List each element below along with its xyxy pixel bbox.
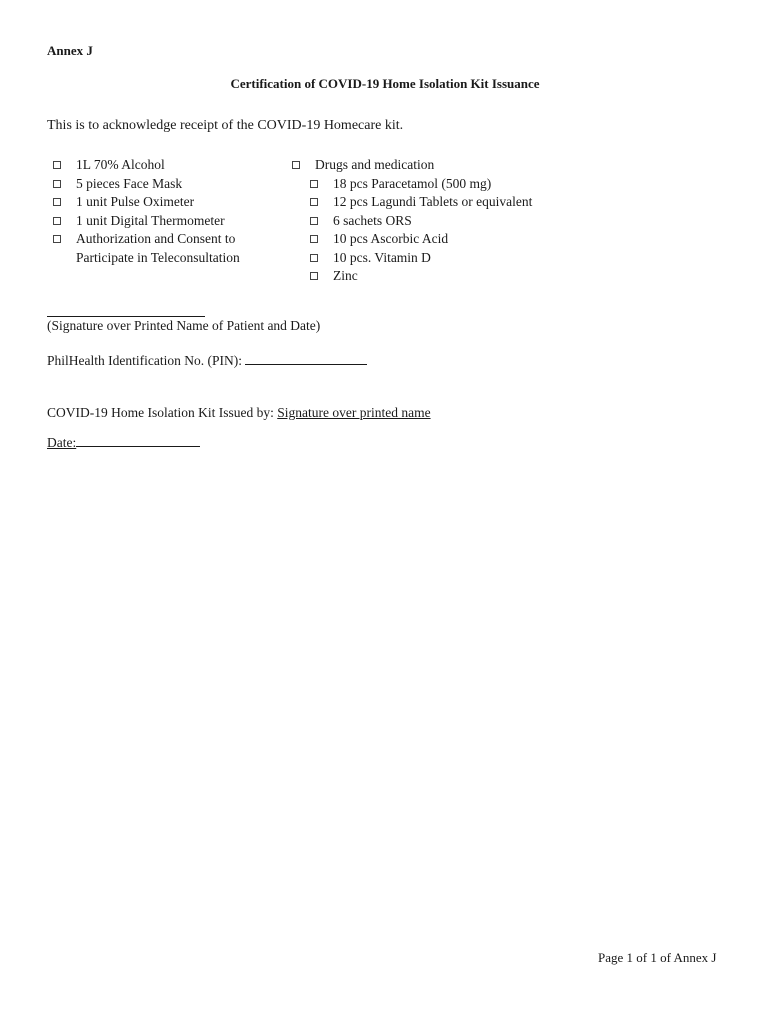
checkbox-item-vitamin-d[interactable]	[291, 249, 532, 268]
kit-items-right-column	[291, 156, 532, 286]
issued-by-row	[47, 405, 431, 421]
checkbox-label: 1 unit Pulse Oximeter	[76, 194, 195, 209]
patient-signature-line[interactable]	[47, 316, 205, 317]
philhealth-pin-row	[47, 350, 367, 369]
patient-signature-label: (Signature over Printed Name of Patient and Date)	[47, 318, 321, 333]
checkbox-item-pulse-oximeter[interactable]	[52, 193, 296, 212]
date-field[interactable]	[76, 432, 200, 447]
checkbox-item-ascorbic-acid[interactable]	[291, 230, 532, 249]
checkbox-icon[interactable]	[53, 217, 61, 225]
checkbox-icon[interactable]	[310, 272, 318, 280]
checkbox-label: 5 pieces Face Mask	[76, 175, 183, 191]
checkbox-item-ors[interactable]	[291, 212, 532, 231]
checkbox-label: 6 sachets ORS	[333, 212, 412, 228]
checkbox-icon[interactable]	[53, 180, 61, 188]
checkbox-icon[interactable]	[310, 254, 318, 262]
checkbox-icon[interactable]	[310, 180, 318, 188]
checkbox-label: 1L 70% Alcohol	[76, 157, 165, 172]
checkbox-label: 10 pcs Ascorbic Acid	[333, 231, 449, 246]
checkbox-item-alcohol[interactable]	[52, 156, 296, 175]
checkbox-icon[interactable]	[53, 235, 61, 243]
checkbox-item-face-mask[interactable]	[52, 175, 296, 194]
issued-by-field[interactable]: Signature over printed name	[277, 405, 431, 420]
checkbox-label: Authorization and Consent to Participate in Teleconsultation	[76, 231, 240, 265]
checkbox-label: Zinc	[333, 268, 358, 283]
checkbox-label: 10 pcs. Vitamin D	[333, 249, 431, 265]
issued-by-label: COVID-19 Home Isolation Kit Issued by:	[47, 405, 274, 420]
philhealth-pin-label: PhilHealth Identification No. (PIN):	[47, 353, 242, 368]
document-title	[0, 76, 770, 92]
checkbox-item-thermometer[interactable]	[52, 212, 296, 231]
checkbox-item-consent[interactable]	[52, 230, 296, 267]
checkbox-item-lagundi[interactable]	[291, 193, 532, 212]
checkbox-icon[interactable]	[53, 161, 61, 169]
kit-items-left-column	[52, 156, 296, 267]
checkbox-icon[interactable]	[53, 198, 61, 206]
checkbox-label: 1 unit Digital Thermometer	[76, 212, 225, 228]
checkbox-label: Drugs and medication	[315, 157, 435, 172]
philhealth-pin-field[interactable]	[245, 350, 367, 365]
checkbox-label: 12 pcs Lagundi Tablets or equivalent	[333, 194, 533, 209]
checkbox-icon[interactable]	[310, 217, 318, 225]
page-footer: Page 1 of 1 of Annex J	[598, 950, 717, 965]
acknowledgement-text: This is to acknowledge receipt of the COVID-19 Homecare kit.	[47, 118, 404, 133]
checkbox-item-drugs-group[interactable]	[291, 156, 532, 175]
checkbox-icon[interactable]	[292, 161, 300, 169]
document-title-text: Certification of COVID-19 Home Isolation Kit Issuance	[230, 76, 540, 91]
checkbox-item-paracetamol[interactable]	[291, 175, 532, 194]
checkbox-item-zinc[interactable]	[291, 267, 532, 286]
annex-label: Annex J	[47, 43, 93, 58]
checkbox-icon[interactable]	[310, 235, 318, 243]
date-row	[47, 432, 200, 451]
checkbox-label: 18 pcs Paracetamol (500 mg)	[333, 175, 492, 191]
date-label: Date:	[47, 435, 77, 450]
checkbox-icon[interactable]	[310, 198, 318, 206]
